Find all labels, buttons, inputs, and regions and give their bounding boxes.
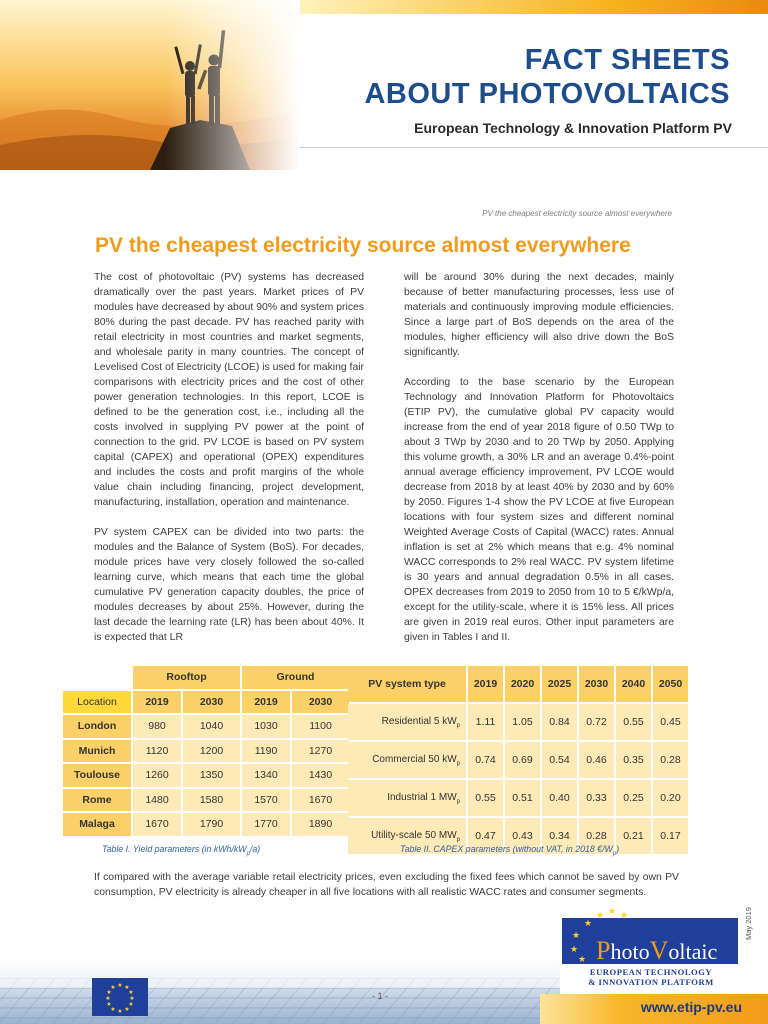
table-cell: 1100	[292, 715, 349, 738]
logo-text: oltaic	[668, 939, 718, 964]
row-label-text: Utility-scale 50 MW	[371, 829, 457, 841]
column-header-type: PV system type	[348, 666, 466, 702]
row-label-subscript: p	[456, 836, 460, 843]
table-row	[63, 789, 349, 812]
row-label-text: Residential 5 kW	[381, 715, 457, 727]
row-label: Malaga	[63, 813, 131, 836]
column-header-year: 2030	[292, 691, 349, 714]
caption-subscript: p	[246, 850, 250, 857]
table-cell: 0.84	[542, 704, 577, 740]
column-header-location: Location	[63, 691, 131, 714]
paragraph: According to the base scenario by the European Technology and Innovation Platform for Photovoltaics (ETIP PV), the cumulative global PV capacity would increase from the end of year 2018 figure of 0.50 TWp to about 3 TWp by 2030 and to 20 TWp by 2050. Applying this volume growth, a 30% LR and an average 0.4%-point annual average efficiency improvement, PV LCOE would decrease from 2018 by at least 40% by 2030 and by 60% by 2050. Figures 1-4 show the PV LCOE at five European locations with four system sizes and different nominal Weighted Average Costs of Capital (WACC) rates. Annual inflation is set at 2% which means that e.g. 4% nominal WACC corresponds to 2% real WACC. PV system lifetime is 30 years and annual degradation 0.5% in all cases. OPEX decreases from 2019 to 2050 from 10 to 5 €/kWp/a, except for the utility-scale, where it is 15% less. All prices are given in 2019 real euros. Other input parameters are given in Tables I and II.	[404, 377, 674, 643]
row-label: London	[63, 715, 131, 738]
column-header-year: 2025	[542, 666, 577, 702]
row-label-subscript: p	[456, 760, 460, 767]
svg-text:★: ★	[128, 1001, 134, 1008]
table-cell: 1670	[292, 789, 349, 812]
caption-text: Table I. Yield parameters (in kWh/kW	[102, 844, 247, 854]
paragraph: The cost of photovoltaic (PV) systems has decreased dramatically over the past years. Market prices of PV modules have decreased by about 90% and system prices 80% during the past decade. PV has reached parity with retail electricity in most countries and market segments, and wholesale parity in many countries. The concept of Levelised Cost of Electricity (LCOE) is used for making fair comparisons with electricity prices and the cost of other power generation technologies. In this report, LCOE is defined to be the generation cost, i.e., including all the costs involved in supplying PV power at the point of connection to the grid. PV LCOE is based on PV system capital (CAPEX) and operational (OPEX) expenditures and includes the costs and profit margins of the whole value chain including financing, project development, manufacturing, installation, operation and maintenance.	[94, 272, 364, 508]
logo-letter: V	[649, 936, 669, 965]
table-cell: 0.25	[616, 780, 651, 816]
table-cell: 1770	[242, 813, 290, 836]
logo-caption-line: & INNOVATION PLATFORM	[588, 977, 714, 987]
table-cell: 0.74	[468, 742, 503, 778]
table-cell: 1350	[183, 764, 240, 787]
svg-text:★: ★	[110, 984, 116, 991]
table-cell: 0.43	[505, 818, 540, 854]
table-cell: 0.72	[579, 704, 614, 740]
title-line-2: ABOUT PHOTOVOLTAICS	[364, 78, 730, 110]
table-cell: 0.28	[653, 742, 688, 778]
table-cell: 1580	[183, 789, 240, 812]
svg-text:★: ★	[110, 1006, 116, 1013]
logo-caption-line: EUROPEAN TECHNOLOGY	[589, 967, 713, 977]
table-cell: 1200	[183, 740, 240, 763]
table-cell: 0.33	[579, 780, 614, 816]
table-cell: 0.21	[616, 818, 651, 854]
caption-text: Table II. CAPEX parameters (without VAT, in 2018 €/W	[400, 844, 613, 854]
table-cell: 1570	[242, 789, 290, 812]
capex-parameters-table	[346, 664, 690, 856]
table-cell: 1340	[242, 764, 290, 787]
caption-text: )	[616, 844, 620, 854]
svg-text:★: ★	[596, 911, 605, 921]
table-cell: 0.40	[542, 780, 577, 816]
column-header-year: 2019	[133, 691, 181, 714]
row-label-text: Industrial 1 MW	[387, 791, 457, 803]
table-cell: 1120	[133, 740, 181, 763]
table-cell: 0.47	[468, 818, 503, 854]
table-cell: 1430	[292, 764, 349, 787]
row-label-subscript: p	[456, 798, 460, 805]
row-label: Rome	[63, 789, 131, 812]
table-cell: 1040	[183, 715, 240, 738]
platform-subtitle: European Technology & Innovation Platform PV	[414, 120, 732, 136]
row-label	[348, 780, 466, 816]
column-header-year: 2020	[505, 666, 540, 702]
row-label-text: Commercial 50 kW	[372, 753, 457, 765]
table-cell: 0.28	[579, 818, 614, 854]
yield-parameters-table	[61, 664, 351, 838]
column-header-year: 2040	[616, 666, 651, 702]
running-head: PV the cheapest electricity source almost everywhere	[482, 209, 672, 218]
row-label: Toulouse	[63, 764, 131, 787]
svg-text:★: ★	[124, 1006, 130, 1013]
etip-pv-logo	[562, 908, 738, 990]
svg-text:★: ★	[129, 995, 135, 1002]
svg-text:★: ★	[106, 1001, 112, 1008]
column-header-year: 2030	[183, 691, 240, 714]
table-corner	[63, 666, 131, 689]
table-cell: 0.51	[505, 780, 540, 816]
table-cell: 0.55	[616, 704, 651, 740]
header-divider	[300, 147, 768, 148]
svg-text:★: ★	[124, 984, 130, 991]
table-cell: 0.45	[653, 704, 688, 740]
paragraph: PV system CAPEX can be divided into two parts: the modules and the Balance of System (BoS). For decades, module prices have very closely followed the so-called learning curve, which means that each time the global cumulative PV generation capacity doubles, the price of modules decreases by about 25%. However, during the last decade the learning rate (LR) has been about 40%. It is expected that LR	[94, 527, 364, 643]
table-row	[348, 780, 688, 816]
table-row	[63, 715, 349, 738]
table-cell: 0.17	[653, 818, 688, 854]
table-cell: 1190	[242, 740, 290, 763]
table-cell: 1790	[183, 813, 240, 836]
svg-text:★: ★	[105, 995, 111, 1002]
svg-text:★: ★	[620, 911, 629, 921]
svg-text:★: ★	[106, 989, 112, 996]
page-headline: PV the cheapest electricity source almost everywhere	[95, 234, 631, 257]
caption-text: /a)	[249, 844, 261, 854]
table-row	[63, 813, 349, 836]
publication-date: May 2019	[744, 907, 753, 940]
table-2-caption	[400, 844, 619, 857]
svg-text:★: ★	[117, 1008, 123, 1015]
table-row	[63, 764, 349, 787]
column-header-year: 2050	[653, 666, 688, 702]
svg-text:★: ★	[117, 982, 123, 989]
eu-flag-icon	[92, 978, 148, 1016]
svg-text:★: ★	[128, 989, 134, 996]
table-cell: 1030	[242, 715, 290, 738]
logo-wordmark	[596, 936, 717, 966]
header-hikers-illustration	[0, 0, 300, 170]
website-link[interactable]: www.etip-pv.eu	[640, 999, 742, 1015]
table-cell: 1.11	[468, 704, 503, 740]
column-header-year: 2030	[579, 666, 614, 702]
logo-text: hoto	[610, 939, 650, 964]
table-cell: 0.20	[653, 780, 688, 816]
table-cell: 1260	[133, 764, 181, 787]
svg-text:★: ★	[570, 945, 579, 955]
row-label	[348, 742, 466, 778]
svg-text:★: ★	[578, 955, 587, 965]
closing-paragraph: If compared with the average variable retail electricity prices, even excluding the fixed fees which cannot be saved by own PV consumption, PV electricity is already cheaper in all five locations with all realistic WACC rates and consumer segments.	[94, 872, 679, 898]
group-header-ground: Ground	[242, 666, 349, 689]
svg-text:★: ★	[608, 908, 617, 917]
table-cell: 1270	[292, 740, 349, 763]
column-header-year: 2019	[468, 666, 503, 702]
row-label	[348, 704, 466, 740]
column-header-year: 2019	[242, 691, 290, 714]
table-cell: 1890	[292, 813, 349, 836]
table-row	[63, 740, 349, 763]
table-cell: 0.46	[579, 742, 614, 778]
table-cell: 0.34	[542, 818, 577, 854]
title-line-1: FACT SHEETS	[524, 44, 730, 76]
table-cell: 0.69	[505, 742, 540, 778]
table-cell: 1480	[133, 789, 181, 812]
row-label-subscript: p	[456, 722, 460, 729]
row-label: Munich	[63, 740, 131, 763]
table-cell: 0.54	[542, 742, 577, 778]
logo-letter: P	[596, 936, 611, 965]
group-header-rooftop: Rooftop	[133, 666, 240, 689]
paragraph: will be around 30% during the next decades, mainly because of better manufacturing processes, less use of materials and continuously improving module efficiencies. Since a large part of BoS depends on the area of the modules, higher efficiency will also drive down the BoS significantly.	[404, 272, 674, 358]
page-number: - 1 -	[372, 991, 389, 1001]
table-cell: 0.35	[616, 742, 651, 778]
table-row	[348, 704, 688, 740]
body-column-right	[404, 270, 674, 660]
table-1-caption	[102, 844, 260, 857]
caption-subscript: p	[612, 850, 617, 857]
header-banner	[0, 0, 768, 160]
table-cell: 1670	[133, 813, 181, 836]
table-row	[348, 742, 688, 778]
table-cell: 0.55	[468, 780, 503, 816]
svg-text:★: ★	[584, 919, 593, 929]
body-column-left	[94, 270, 364, 660]
table-cell: 1.05	[505, 704, 540, 740]
logo-caption	[564, 967, 738, 987]
table-cell: 980	[133, 715, 181, 738]
svg-text:★: ★	[572, 931, 581, 941]
